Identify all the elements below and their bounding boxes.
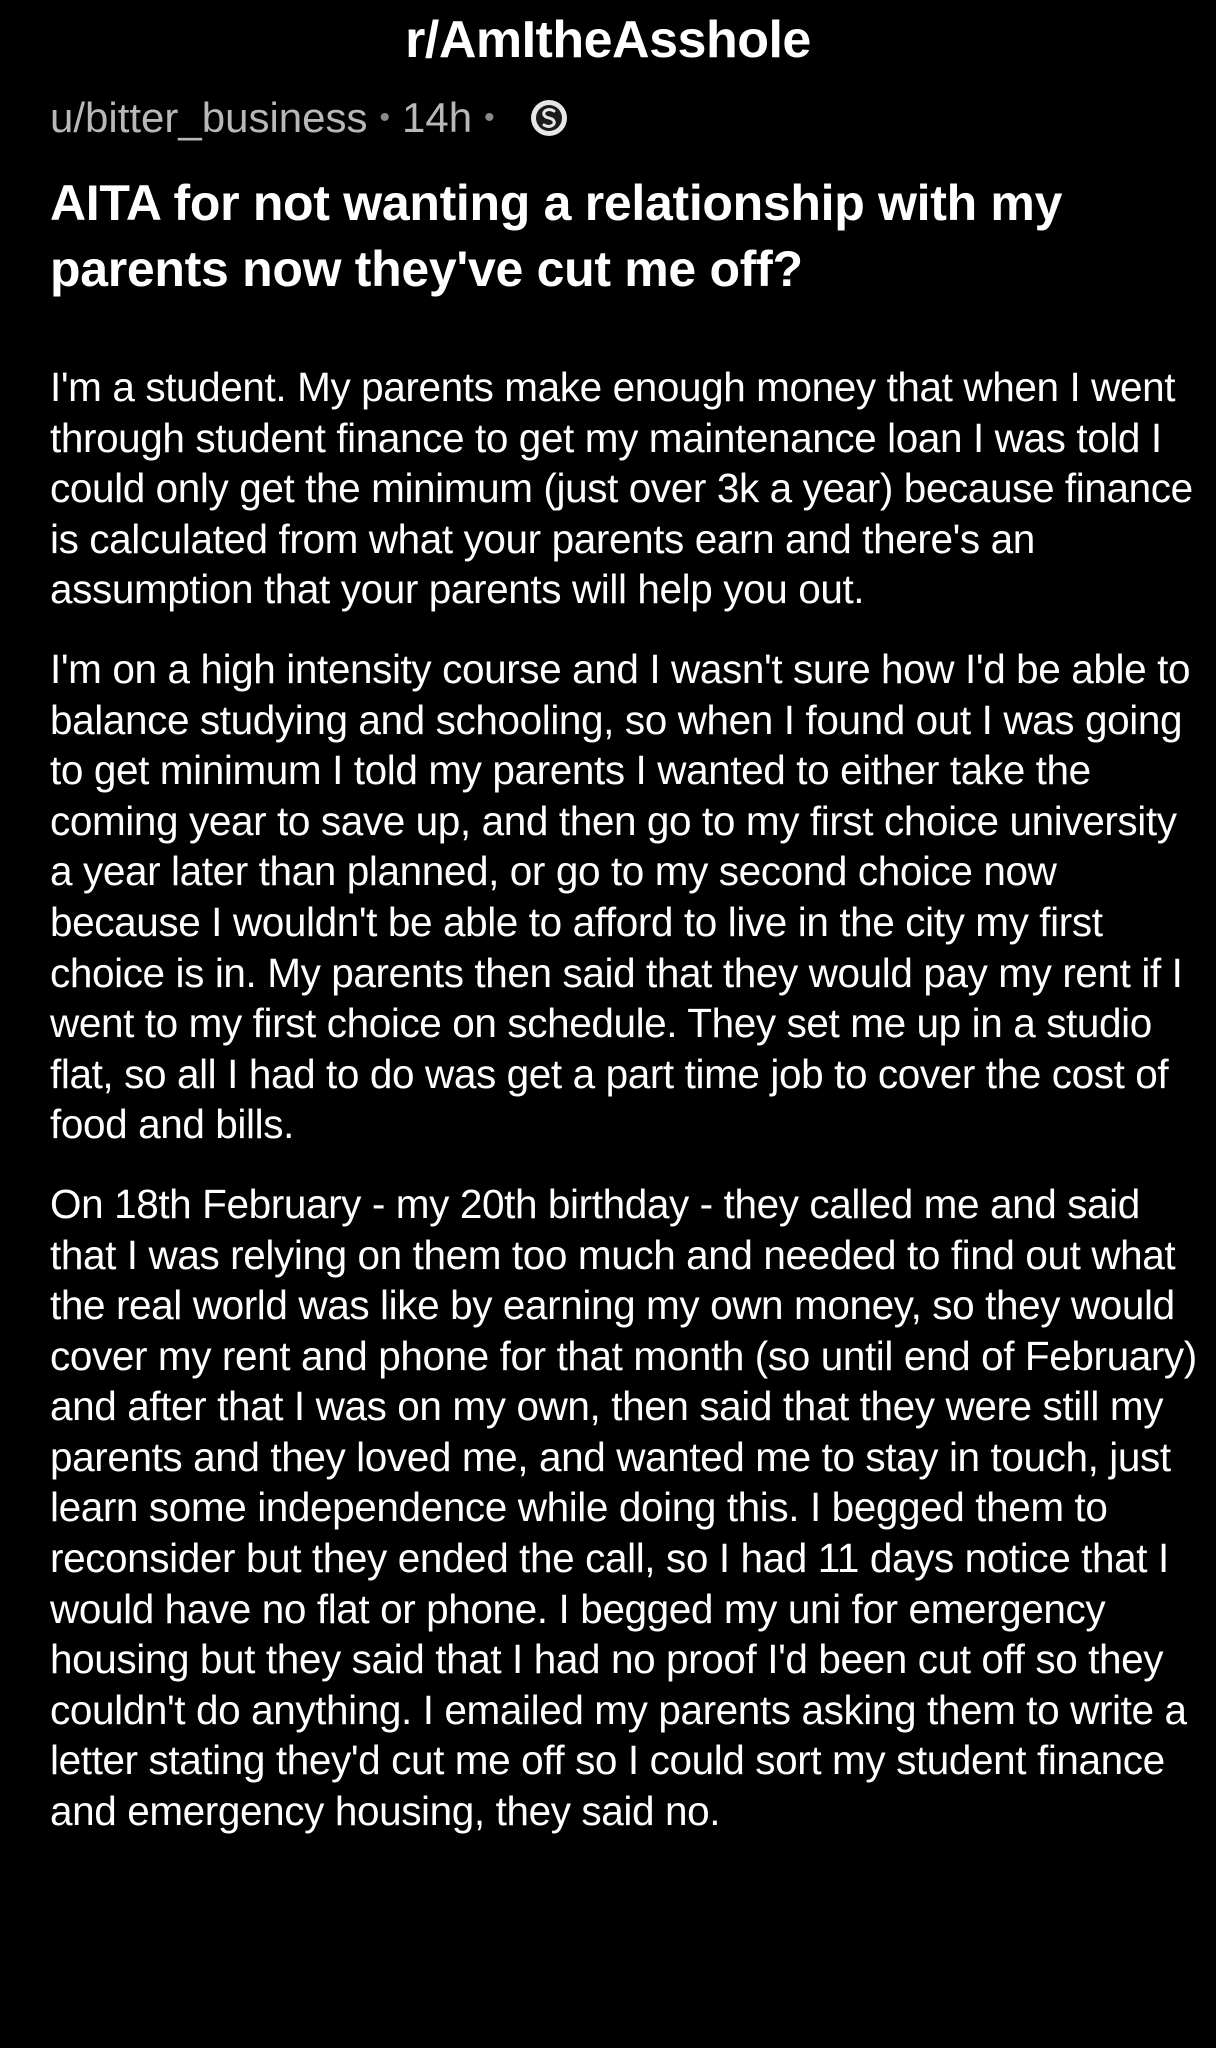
post-body: [50, 362, 1200, 1866]
author-username[interactable]: u/bitter_business: [50, 94, 368, 141]
post-paragraph: I'm on a high intensity course and I wasn't sure how I'd be able to balance studying and schooling, so when I found out I was going to get minimum I told my parents I wanted to either take the coming year to save up, and then go to my first choice university a year later than planned, or go to my second choice now because I wouldn't be able to afford to live in the city my first choice is in. My parents then said that they would pay my rent if I went to my first choice on schedule. They set me up in a studio flat, so all I had to do was get a part time job to cover the cost of food and bills.: [50, 645, 1191, 1148]
post-age: 14h: [402, 94, 473, 141]
post-meta: [50, 88, 569, 148]
meta-separator: •: [484, 101, 495, 134]
post-paragraph: I'm a student. My parents make enough money that when I went through student finance to get my maintenance loan I was told I could only get the minimum (just over 3k a year) because finance is calculated from what your parents earn and there's an assumption that your parents will help you out.: [50, 364, 1193, 613]
meta-separator: •: [379, 101, 391, 134]
subreddit-name[interactable]: r/AmItheAsshole: [405, 11, 811, 69]
post-title[interactable]: AITA for not wanting a relationship with my parents now they've cut me off?: [50, 175, 1063, 297]
post-paragraph: On 18th February - my 20th birthday - they called me and said that I was relying on them too much and needed to find out what the real world was like by earning my own money, so they would cover my rent and phone for that month (so until end of February) and after that I was on my own, then said that they were still my parents and they loved me, and wanted me to stay in touch, just learn some independence while doing this. I begged them to reconsider but they ended the call, so I had 11 days notice that I would have no flat or phone. I begged my uni for emergency housing but they said that I had no proof I'd been cut off so they couldn't do anything. I emailed my parents asking them to write a letter stating they'd cut me off so I could sort my student finance and emergency housing, they said no.: [50, 1180, 1197, 1835]
silver-award-icon[interactable]: [529, 98, 569, 138]
